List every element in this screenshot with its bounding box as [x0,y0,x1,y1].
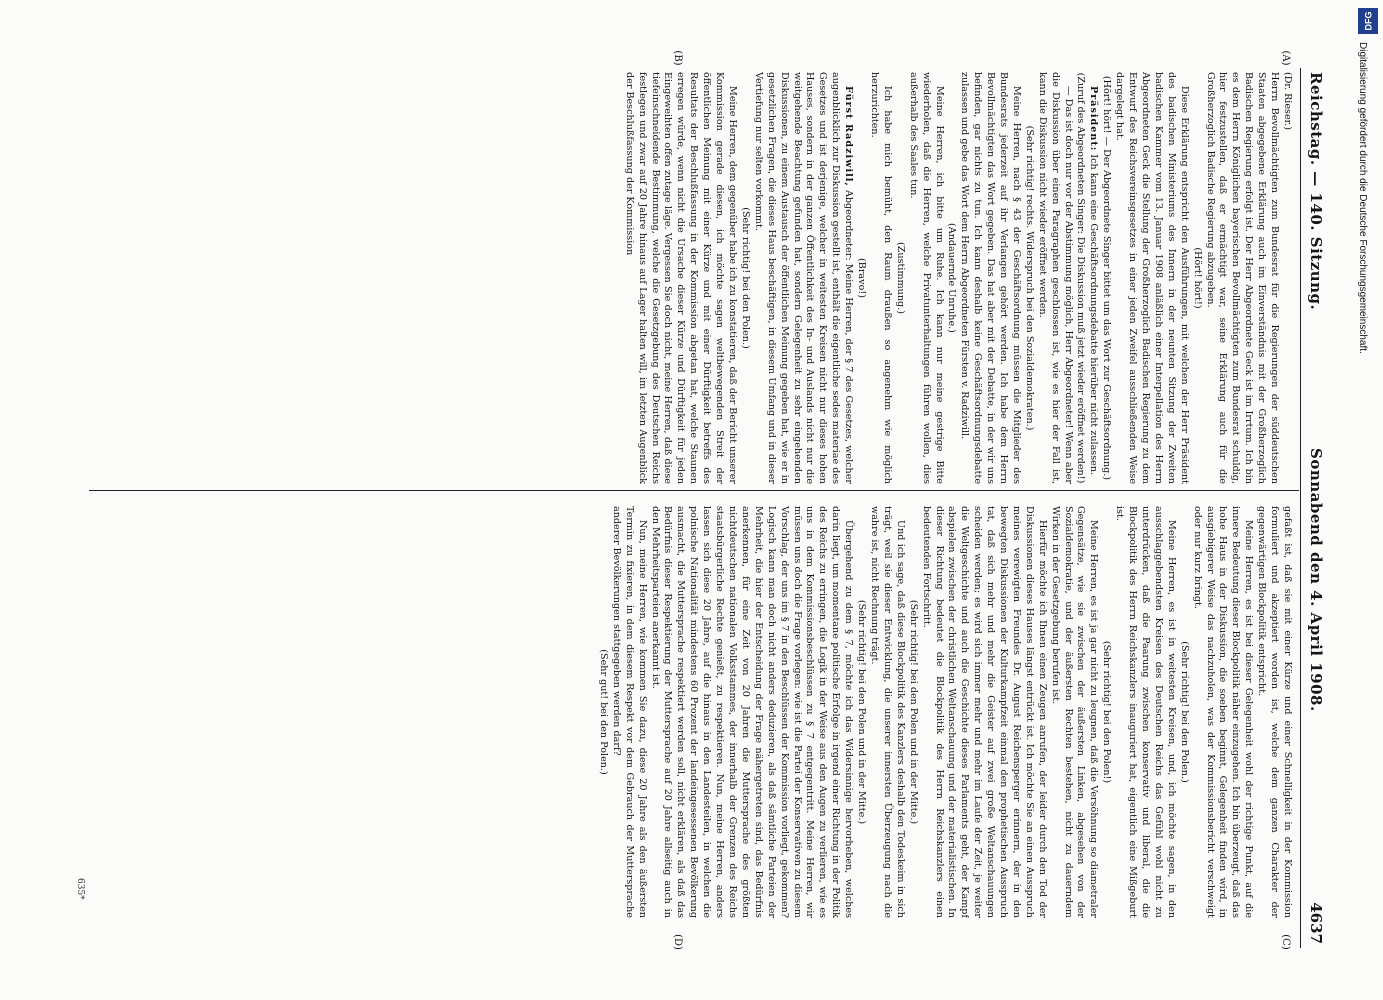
right-text-column [93,506,1293,918]
paragraph-text: Meine Herren, es ist ja gar nicht zu leugnen, daß die Versöhnung so diametraler Gegensätze, wie sie zwischen der äußersten Linken, abgesehen von der Sozialdemokratie, und der äußersten Rechten bestehen, nicht zu dauerndem Wirken in der Gesetzgebung berufen ist. [1049,506,1100,918]
margin-marker-d: (D) [672,934,683,950]
header-page-number: 4637 [1307,902,1325,944]
margin-marker-c: (C) [1280,934,1291,950]
paragraph-text: (Sehr richtig! bei den Polen und in der Mitte.) [907,599,919,825]
paragraph [1087,72,1100,484]
paragraph-text: (Sehr richtig! bei den Polen.) [739,207,751,349]
paragraph-text: Herrn Bevollmächtigten zum Bundesrat für die Regierungen der süddeutschen Staaten abgegebene Erklärung auch im Einverständnis mit der Großherzoglich Badischen Regierung erfolgt ist. Der Herr Abgeordnete Geck ist im Irrtum. Ich bin es dem Herrn Königlichen bayerischen Bevollmächtigten zum Bundesrat schuldig, hier festzustellen, daß er ermächtigt war, seine Erklärung auch für die Großherzoglich Badische Regierung abzugeben. [1204,72,1281,484]
paragraph-text: Meine Herren, dem gegenüber habe ich zu konstatieren, daß der Bericht unserer Kommission gerade diesen, ich möchte sagen weltbewegenden Streit der öffentlichen Meinung mit einer Kürze und mit einer Dürftigkeit betreffs des Resultats der Beschlußfassung in der Kommission abgetan hat, welche Staunen erregen würde, wenn nicht die Ursache dieser Kürze und Dürftigkeit für jeden Eingeweihten offen zutage läge. Vergessen Sie doch nicht, meine Herren, daß diese tiefeinschneidende Bestimmung, welche die Gesetzgebung des Deutschen Reichs festlegen und zwar auf 20 Jahre hinaus auf Lager halten will, im letzten Augenblick der Beschlußfassung der Kommission [623,72,739,484]
paragraph [1254,506,1293,918]
paragraph-text: (Sehr richtig! bei den Polen und in der Mitte.) [856,599,868,825]
paragraph-text: — Das ist doch nur vor der Abstimmung möglich, Herr Abgeordneter! Wenn aber die Diskussion über einen Paragraphen geschlossen ist, wie es hier der Fall ist, kann die Diskussion nicht wieder eröffnet werden. [1036,72,1074,484]
dfg-logo [1358,8,1378,34]
left-text-column [93,72,1293,484]
paragraph [957,72,1022,484]
interjection [893,72,906,484]
speaker-name: Präsident: [1088,86,1100,152]
paragraph-text: (Dr. Rieser.) [1282,72,1293,130]
paragraph [867,506,906,918]
paragraph-text: (Bravo!) [856,258,868,298]
paragraph [906,72,945,484]
paragraph [609,506,648,918]
interjection [1074,72,1087,484]
paragraph-text: Meine Herren, ich bitte um Ruhe. Ich kann nur meine gestrige Bitte wiederholen, daß die Herren, welche Privatunterhaltungen führen wollen, dies außerhalb des Saales tun. [907,72,945,484]
paragraph-text: Meine Herren, es ist bei dieser Gelegenheit wohl der richtige Punkt, auf die innere Bedeutung dieser Blockpolitik näher einzugehen. Ich bin überzeugt, daß das hohe Haus in der Diskussion, die soeben beginnt, Gelegenheit finden wird, in ausgiebigerer Weise das nachzuholen, was der Kommissionsbericht verschweigt oder nur kurz bringt. [1191,506,1255,918]
paragraph-text: Übergehend zu dem § 7, möchte ich das Widersinnige hervorheben, welches darin liegt, um momentane politische Erfolge in irgend einer Richtung in der Politik des Reichs zu erringen, die Logik in der Weise aus den Augen zu verlieren, wie es uns in dem Kommissionsbeschlüssen zu § 7 entgegentritt. Meine Herren, wir müssen uns doch die Frage vorlegen: wie ist die Partei der Konservativen zu diesem Vorschlag, der uns im § 7 in den Beschlüssen der Kommission vorliegt, gekommen? Logisch kann man doch nicht anders deduzieren, als daß sämtliche Parteien der Mehrheit, die hier der Entscheidung der Frage nähergetreten sind, das Bedürfnis anerkennen, für eine Zeit von 20 Jahren die Muttersprache des größten nichtdeutschen nationalen Volksstammes, der innerhalb der Grenzen des Reichs staatsbürgerliche Rechte genießt, zu respektieren. Nun, meine Herren, anders lassen sich diese 20 Jahre, auf die hinaus in den Landesteilen, in welchen die polnische Nationalität mindestens 60 Prozent der landeingesessenen Bevölkerung ausmacht, die Muttersprache respektiert werden soll, nicht erklären, als daß das Bedürfnis dieser Respektierung der Muttersprache auf 20 Jahre allseitig auch in den Mehrheitsparteien anerkannt ist. [649,506,855,918]
paragraph-text: Ich kann eine Geschäftsordnungsdebatte hierüber nicht zulassen. [1088,154,1100,476]
interjection [596,506,609,918]
paragraph-text: (Sehr richtig! bei den Polen.) [1178,641,1190,783]
interjection [906,506,919,918]
paragraph-text: Hierfür möchte ich Ihnen einen Zeugen anrufen, der leider durch den Tod der Diskussionen dieses Hauses längst entrückt ist. Ich möchte Sie an einen Ausspruch meines verewigten Freundes Dr. August Reichensperger erinnern, der in den bewegten Diskussionen der Kulturkampfzeit einmal den prophetischen Ausspruch tat, daß sich mehr und mehr die Geister auf zwei große Weltanschauungen scheiden werden; es wird sich immer mehr und mehr im Laufe der Zeit, je weiter die Weltgeschichte und auch die Geschichte dieses Parlaments geht, der Kampf abspielen zwischen der christlichen Weltanschauung und der materialistischen. In dieser Richtung bedeutet die Blockpolitik des Herrn Reichskanzlers einen bedeutenden Fortschritt. [920,506,1048,918]
interjection [1099,506,1112,918]
paragraph [1190,506,1255,918]
attribution-strip [1355,8,1381,668]
paragraph-text: (Sehr gut! bei den Polen.) [597,649,609,775]
interjection [854,506,867,918]
paragraph-text: (Zustimmung.) [894,242,906,314]
paragraph-text: (Sehr richtig! bei den Polen!) [1101,640,1113,784]
attribution-text: Digitalisierung gefördert durch die Deutsche Forschungsgemeinschaft. [1357,42,1368,354]
paragraph [648,506,855,918]
interjection [738,72,751,484]
paragraph-text: (Sehr richtig! rechts. Widerspruch bei den Sozialdemokraten.) [1023,125,1035,431]
margin-marker-b: (B) [672,50,683,66]
interjection [1022,72,1035,484]
paragraph-text: Ich habe mich bemüht, den Raum draußen so angenehm wie möglich herzurichten. [869,72,893,484]
paragraph-text: (Zuruf des Abgeordneten Singer: Die Diskussion muß jetzt wieder eröffnet werden!) [1075,72,1087,484]
paragraph [622,72,738,484]
page-stamp: 635* [75,878,85,900]
paragraph [1280,72,1293,484]
paragraph [1048,506,1100,918]
paragraph [1203,72,1280,484]
paragraph-text: gefaßt ist, daß sie mit einer Kürze und einer Schnelligkeit in der Kommission formuliert und akzeptiert worden ist, welche dem ganzen Charakter der gegenwärtigen Blockpolitik entspricht. [1256,506,1293,918]
margin-marker-a: (A) [1280,50,1291,66]
interjection [945,72,958,484]
paragraph-text: Meine Herren, nach § 43 der Geschäftsordnung müssen die Mitglieder des Bundesrats jederzeit auf ihr Verlangen gehört werden. Ich habe dem Herrn Bevollmächtigten das Wort gegeben. Das hat aber mit der Debatte, in der wir uns befinden, gar nichts zu tun. Ich kann deshalb keine Geschäftsordnungsdebatte zulassen und gebe das Wort dem Herrn Abgeordneten Fürsten v. Radziwill. [959,72,1022,484]
page-header [1300,68,1327,948]
paragraph [751,72,854,484]
paragraph [919,506,1048,918]
header-date: Sonnabend den 4. April 1908. [1307,448,1325,712]
paragraph-text: Diese Erklärung entspricht den Ausführungen, mit welchen der Herr Präsident des badischen Ministeriums des Innern in der neunten Sitzung der Zweiten badischen Kammer vom 13. Januar 1908 anläßlich einer Interpellation des Herrn Abgeordneten Geck die Stellung der Großherzoglich Badischen Regierung zu dem Entwurf des Reichsvereinsgesetzes in einer jeden Zweifel ausschließenden Weise dargelegt hat. [1114,72,1190,484]
paragraph-text: (Hört! hört! — Der Abgeordnete Singer bittet um das Wort zur Geschäftsordnung.) [1101,75,1113,481]
paragraph-text: Abgeordneter: Meine Herren, der § 7 des Gesetzes, welcher augenblicklich zur Diskussion gestellt ist, enthält die eigentliche sedes materiae des Gesetzes und ist derjenige, welcher in weitesten Kreisen nicht nur dieses hohen Hauses, sondern in der ganzen Öffentlichkeit des In- und Auslands nicht nur die weitgehende Beachtung gefunden hat, sondern Gelegenheit zu sehr eingehenden Diskussionen, zu einem Austausch der öffentlichen Meinung gegeben hat, wie er in gesetzlichen Fragen, die dieses Haus beschäftigen, in diesem Umfang und in dieser Vertiefung nur selten vorkommt. [752,72,855,484]
column-divider [89,490,1299,491]
speaker-name: Fürst Radziwill, [843,86,855,187]
interjection [1099,72,1112,484]
interjection [1190,72,1203,484]
paragraph-text: (Andauernde Unruhe.) [946,223,958,333]
paragraph-text: Nun, meine Herren, wie kommen Sie dazu, diese 20 Jahre als den äußersten Termin zu fixieren, in dem diesem Respekt vor dem Gebrauch der Muttersprache anderer Bevölkerungen stattgegeben werden darf? [610,506,648,918]
header-session: Reichstag. — 140. Sitzung. [1307,72,1325,311]
paragraph-text: Meine Herren, es ist in weitesten Kreisen, und, ich möchte sagen, in den ausschlaggebendsten Kreisen des Deutschen Reichs das Gefühl wohl nicht zu unterdrücken, daß die Paarung zwischen konservativ und liberal, die die Blockpolitik des Herrn Reichskanzlers inauguriert hat, eigentlich eine Mißgeburt ist. [1114,506,1177,918]
interjection [1177,506,1190,918]
paragraph [1112,506,1177,918]
interjection [854,72,867,484]
dfg-logo-text: DFG [1363,11,1373,31]
attribution-credit [1355,42,1381,662]
paragraph-text: Und ich sage, daß diese Blockpolitik des Kanzlers deshalb den Todeskeim in sich trägt, weil sie dieser Entwicklung, die unserer innersten Überzeugung nach die wahre ist, nicht Rechnung trägt. [869,506,906,918]
paragraph [1035,72,1074,484]
paragraph [867,72,893,484]
paragraph [1112,72,1189,484]
paragraph-text: (Hört! hört!) [1191,247,1203,309]
